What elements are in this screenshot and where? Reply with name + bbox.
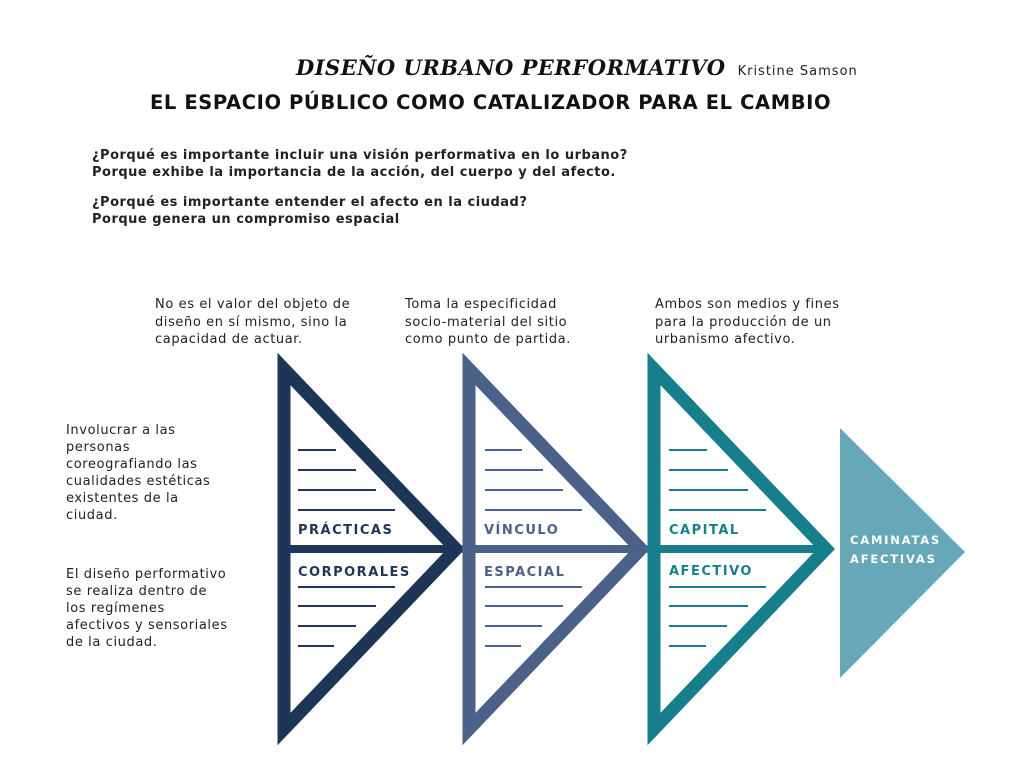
chevron-top-label: PRÁCTICAS [298, 523, 394, 538]
side-note-line: personas [66, 440, 131, 455]
question-text: ¿Porqué es importante incluir una visión performativa en lo urbano? [92, 148, 628, 163]
side-note-line: Involucrar a las [66, 423, 176, 438]
chevron-bottom-label: CORPORALES [298, 565, 411, 580]
endpoint-triangle-group [840, 428, 965, 678]
caption-line: capacidad de actuar. [155, 332, 303, 347]
caption-line: Ambos son medios y fines [655, 297, 840, 312]
main-title: DISEÑO URBANO PERFORMATIVO [296, 55, 726, 80]
caption-line: socio-material del sitio [405, 314, 568, 330]
chevron-bottom-label: ESPACIAL [484, 565, 566, 580]
side-note-line: coreografiando las [66, 457, 198, 472]
chevron-top-label: VÍNCULO [484, 523, 560, 538]
caption-line: para la producción de un [655, 314, 832, 330]
caption-line: Toma la especificidad [405, 297, 557, 312]
side-note-line: se realiza dentro de [66, 584, 208, 599]
side-note-line: ciudad. [66, 508, 118, 523]
caption-line: urbanismo afectivo. [655, 332, 796, 347]
caption-line: como punto de partida. [405, 332, 571, 347]
chevron-bottom-label: AFECTIVO [669, 564, 753, 579]
answer-text: Porque genera un compromiso espacial [92, 212, 400, 227]
subtitle: EL ESPACIO PÚBLICO COMO CATALIZADOR PARA EL CAMBIO [150, 91, 832, 114]
side-note-line: afectivos y sensoriales [66, 618, 228, 633]
endpoint-label-line-2: AFECTIVAS [850, 552, 937, 566]
side-note-line: de la ciudad. [66, 635, 158, 650]
side-note-line: los regímenes [66, 601, 165, 616]
caption-line: No es el valor del objeto de [155, 297, 351, 312]
chevron-capital [647, 369, 830, 729]
chevron-top-label: CAPITAL [669, 523, 740, 538]
side-note-line: El diseño performativo [66, 567, 227, 582]
caption-line: diseño en sí mismo, sino la [155, 314, 348, 330]
answer-text: Porque exhibe la importancia de la acción, del cuerpo y del afecto. [92, 165, 616, 180]
chevron-vinculo [462, 369, 643, 729]
side-note-line: existentes de la [66, 491, 179, 506]
side-note-line: cualidades estéticas [66, 474, 211, 489]
chevron-practicas [284, 369, 458, 729]
endpoint-label-line-1: CAMINATAS [850, 533, 942, 547]
question-text: ¿Porqué es importante entender el afecto en la ciudad? [92, 195, 528, 210]
author-name: Kristine Samson [737, 64, 858, 79]
